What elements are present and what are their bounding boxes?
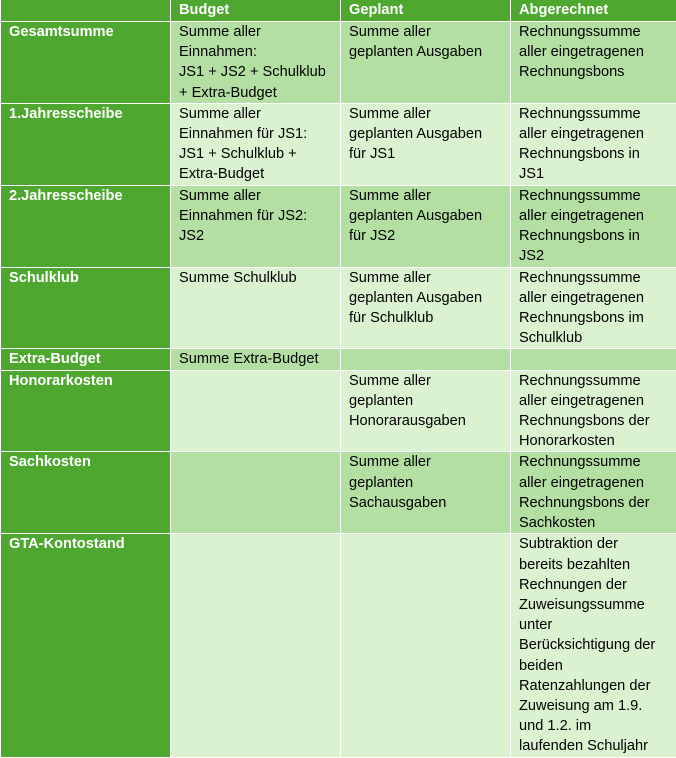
row-label: 2.Jahresscheibe (1, 185, 171, 267)
table-row (1, 22, 676, 104)
geplant-cell: Summe aller geplanten Ausgaben (341, 22, 511, 104)
geplant-cell: Summe aller geplanten Sachausgaben (341, 452, 511, 534)
table-row (1, 370, 676, 452)
budget-cell: Summe Schulklub (171, 267, 341, 349)
geplant-cell: Summe aller geplanten Ausgaben für JS2 (341, 185, 511, 267)
abgerechnet-cell: Rechnungssumme aller eingetragenen Rechnungsbons in JS1 (511, 103, 676, 185)
table-row (1, 267, 676, 349)
table-row (1, 534, 676, 757)
geplant-cell (341, 349, 511, 370)
abgerechnet-cell: Rechnungssumme aller eingetragenen Rechnungsbons im Schulklub (511, 267, 676, 349)
abgerechnet-cell (511, 349, 676, 370)
abgerechnet-cell: Rechnungssumme aller eingetragenen Rechnungsbons (511, 22, 676, 104)
abgerechnet-cell: Subtraktion der bereits bezahlten Rechnungen der Zuweisungssumme unter Berücksichtigung der beiden Ratenzahlungen der Zuweisung am 1.9. und 1.2. im laufenden Schuljahr (511, 534, 676, 757)
table-row (1, 185, 676, 267)
budget-cell: Summe aller Einnahmen: JS1 + JS2 + Schulklub + Extra-Budget (171, 22, 341, 104)
header-budget: Budget (171, 0, 341, 22)
abgerechnet-cell: Rechnungssumme aller eingetragenen Rechnungsbons der Sachkosten (511, 452, 676, 534)
table-row (1, 452, 676, 534)
budget-cell: Summe aller Einnahmen für JS1: JS1 + Schulklub + Extra-Budget (171, 103, 341, 185)
table-row (1, 103, 676, 185)
row-label: Sachkosten (1, 452, 171, 534)
row-label: GTA-Kontostand (1, 534, 171, 757)
abgerechnet-cell: Rechnungssumme aller eingetragenen Rechnungsbons in JS2 (511, 185, 676, 267)
row-label: 1.Jahresscheibe (1, 103, 171, 185)
geplant-cell: Summe aller geplanten Ausgaben für JS1 (341, 103, 511, 185)
row-label: Extra-Budget (1, 349, 171, 370)
header-abgerechnet: Abgerechnet (511, 0, 676, 22)
budget-cell (171, 370, 341, 452)
geplant-cell: Summe aller geplanten Honorarausgaben (341, 370, 511, 452)
table-row (1, 349, 676, 370)
budget-cell (171, 452, 341, 534)
row-label: Gesamtsumme (1, 22, 171, 104)
row-label: Schulklub (1, 267, 171, 349)
budget-cell: Summe aller Einnahmen für JS2: JS2 (171, 185, 341, 267)
header-empty (1, 0, 171, 22)
budget-cell (171, 534, 341, 757)
row-label: Honorarkosten (1, 370, 171, 452)
header-row (1, 0, 676, 22)
geplant-cell (341, 534, 511, 757)
geplant-cell: Summe aller geplanten Ausgaben für Schulklub (341, 267, 511, 349)
budget-cell: Summe Extra-Budget (171, 349, 341, 370)
abgerechnet-cell: Rechnungssumme aller eingetragenen Rechnungsbons der Honorarkosten (511, 370, 676, 452)
header-geplant: Geplant (341, 0, 511, 22)
